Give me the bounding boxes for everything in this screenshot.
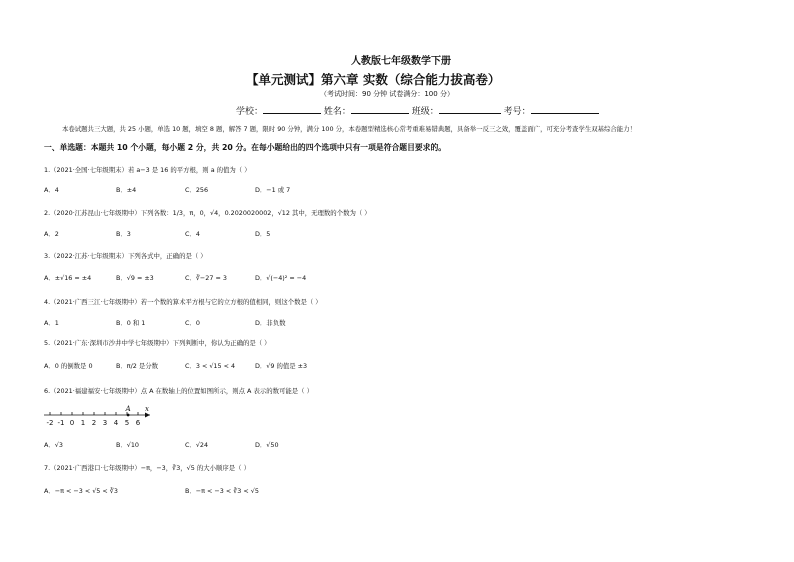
q6-option-d[interactable]: D．√50 [255, 441, 279, 449]
q3-option-b[interactable]: B．√9 = ±3 [116, 274, 154, 282]
number-line-point-a [127, 414, 130, 417]
q6-option-c[interactable]: C．√24 [185, 441, 209, 449]
q4-option-a[interactable]: A．1 [44, 319, 59, 327]
number-line-tick-label: 0 [69, 419, 75, 427]
question-4-stem: 4.（2021·广西三江·七年级期中）若一个数的算术平方根与它的立方根的值相同，则这个数是（ ） [44, 298, 322, 306]
q6-option-b[interactable]: B．√10 [116, 441, 139, 449]
number-line-tick-label: -2 [46, 419, 54, 427]
number-line-tick-label: 1 [80, 419, 86, 427]
class-label: 班级： [411, 107, 439, 117]
q1-option-c[interactable]: C．256 [185, 186, 209, 194]
number-line-arrow [145, 413, 150, 418]
number-label: 考号： [503, 107, 531, 117]
number-line-tick-label: 2 [91, 419, 97, 427]
number-line-tick-label: 6 [135, 419, 141, 427]
intro-text: 本卷试题共三大题，共 25 小题，单选 10 题，填空 8 题，解答 7 题，限时 90 分钟，满分 100 分，本卷题型精选核心常考重难易错典题，具备举一反三之效，覆盖面广，可充分考查学生双基综合能力！ [62, 125, 636, 133]
q6-option-a[interactable]: A．√3 [44, 441, 63, 449]
series-title: 人教版七年级数学下册 [351, 56, 451, 67]
q4-option-b[interactable]: B．0 和 1 [116, 319, 146, 327]
name-blank[interactable] [351, 104, 409, 114]
q1-option-b[interactable]: B．±4 [116, 186, 137, 194]
section-heading: 一、单选题：本题共 10 个小题，每小题 2 分，共 20 分。在每小题给出的四个选项中只有一项是符合题目要求的。 [44, 143, 447, 152]
number-line-svg [44, 404, 154, 430]
q5-option-a[interactable]: A．0 的倒数是 0 [44, 362, 93, 370]
q7-option-b[interactable]: B．−π < −3 < ∛3 < √5 [185, 487, 259, 495]
q3-option-c[interactable]: C．∛−27 = 3 [185, 274, 227, 282]
question-7-stem: 7.（2021·广西港口·七年级期中）−π，−3，∛3，√5 的大小顺序是（ ） [44, 464, 250, 472]
number-line-tick-label: 3 [102, 419, 108, 427]
q3-option-a[interactable]: A．±√16 = ±4 [44, 274, 92, 282]
number-line-tick-label: 4 [113, 419, 119, 427]
number-line-tick-label: -1 [57, 419, 65, 427]
q5-option-b[interactable]: B．π/2 是分数 [116, 362, 159, 370]
q4-option-c[interactable]: C．0 [185, 319, 200, 327]
school-blank[interactable] [263, 104, 321, 114]
q1-option-d[interactable]: D．−1 或 7 [255, 186, 291, 194]
name-label: 姓名： [323, 107, 351, 117]
number-line-figure [44, 404, 154, 430]
question-6-stem: 6.（2021·福建福安·七年级期中）点 A 在数轴上的位置如图所示，则点 A 表示的数可能是（ ） [44, 387, 313, 395]
school-label: 学校： [236, 107, 264, 117]
class-blank[interactable] [439, 104, 501, 114]
page-title: 【单元测试】第六章 实数（综合能力拔高卷） [246, 72, 501, 87]
q5-option-d[interactable]: D．√9 的值是 ±3 [255, 362, 308, 370]
number-line-point-label: A [125, 405, 131, 413]
question-1-stem: 1.（2021·全国·七年级期末）若 a−3 是 16 的平方根，则 a 的值为（ ） [44, 166, 251, 174]
q2-option-b[interactable]: B．3 [116, 230, 131, 238]
student-info-row [236, 104, 599, 117]
number-line-axis-label: x [145, 405, 149, 413]
q2-option-c[interactable]: C．4 [185, 230, 200, 238]
q1-option-a[interactable]: A．4 [44, 186, 59, 194]
q7-option-a[interactable]: A．−π < −3 < √5 < ∛3 [44, 487, 118, 495]
q3-option-d[interactable]: D．√(−4)² = −4 [255, 274, 307, 282]
number-blank[interactable] [531, 104, 599, 114]
number-line-tick-label: 5 [124, 419, 130, 427]
exam-info: （考试时间：90 分钟 试卷满分：100 分） [320, 90, 454, 98]
question-2-stem: 2.（2020·江苏昆山·七年级期中）下列各数：1/3，π，0，√4，0.2020020002，√12 其中，无理数的个数为（ ） [44, 209, 371, 217]
q4-option-d[interactable]: D．非负数 [255, 319, 286, 327]
q2-option-d[interactable]: D．5 [255, 230, 271, 238]
q5-option-c[interactable]: C．3 < √15 < 4 [185, 362, 236, 370]
q2-option-a[interactable]: A．2 [44, 230, 59, 238]
question-3-stem: 3.（2022·江苏·七年级期末）下列各式中，正确的是（ ） [44, 252, 207, 260]
question-5-stem: 5.（2021·广东·深圳市沙井中学七年级期中）下列判断中，你认为正确的是（ ） [44, 339, 271, 347]
